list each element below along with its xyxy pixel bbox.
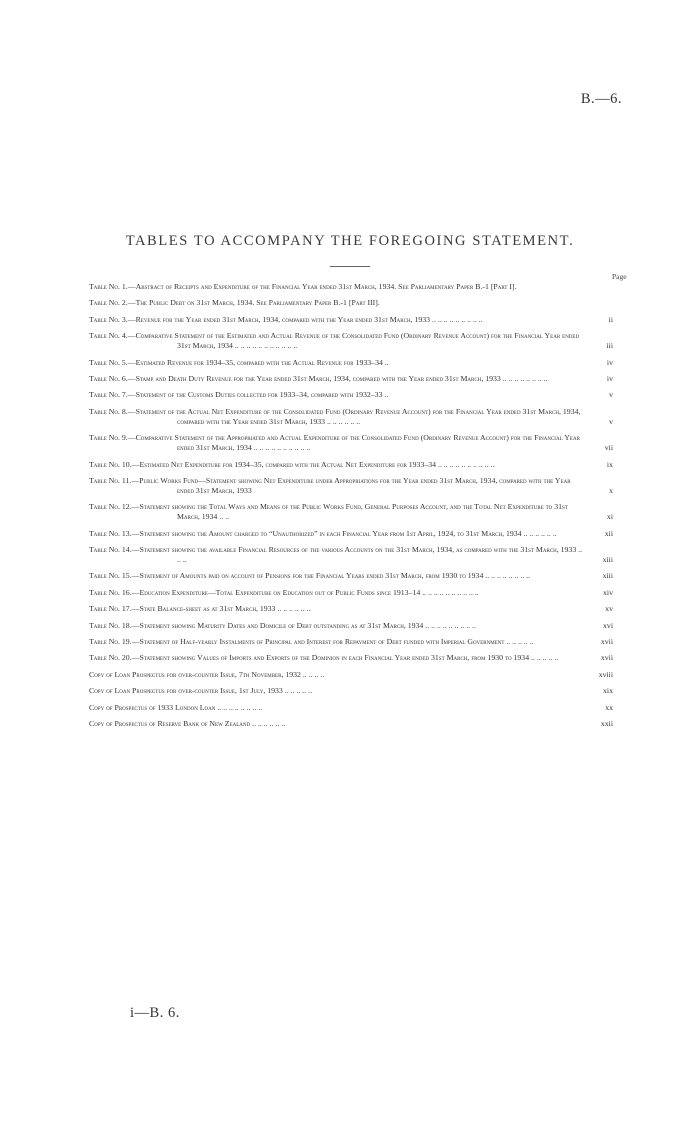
toc-entry [89, 529, 613, 539]
toc-entry-text [89, 460, 585, 470]
toc-entry-page: xv [605, 604, 613, 614]
toc-entry-label: Table No. 2. [89, 298, 128, 308]
toc-entry-page: xiii [602, 555, 613, 565]
title-rule [330, 266, 370, 267]
toc-entry-title: —Statement showing the Total Ways and Means of the Public Works Fund, General Purposes Account, and the Total Net Expenditure to 31st March, 1934 .. .. [131, 502, 568, 522]
toc-entry-label: Table No. 4. [89, 331, 128, 341]
toc-entry [89, 588, 613, 598]
footer-signature: i—B. 6. [130, 1005, 180, 1021]
toc-entry-title: —Statement of Amounts paid on account of Pensions for the Financial Years ended 31st March, from 1930 to 1934 .. .. .. .. .. .. .. .. [131, 571, 531, 581]
toc-entry-label: Table No. 14. [89, 545, 132, 555]
toc-entry [89, 653, 613, 663]
toc-entry-text [89, 653, 585, 663]
toc-entry [89, 374, 613, 384]
toc-entry-label: Table No. 9. [89, 433, 128, 443]
toc-entry-text [89, 282, 585, 292]
toc-entry-title: —The Public Debt on 31st March, 1934. See Parliamentary Paper B.-1 [Part III]. [127, 298, 380, 308]
toc-entry-text [89, 502, 585, 522]
toc-entry-label: Table No. 13. [89, 528, 132, 538]
toc-entry-page: xvii [600, 637, 613, 647]
toc-entry-label: Table No. 1. [89, 282, 128, 291]
toc-entry [89, 331, 613, 351]
toc-entry-label: Table No. 15. [89, 571, 132, 581]
toc-entry-title: —Comparative Statement of the Estimated and Actual Revenue of the Consolidated Fund (Ordinary Revenue Account) for the Financial Year ended 31st March, 1934 .. .. .. .. .. .. .. .. .. .. .. [127, 331, 580, 351]
toc-entry-page: v [609, 390, 613, 400]
toc-entry-label: Table No. 16. [89, 587, 132, 597]
toc-entry-title: —Statement of the Actual Net Expenditure of the Consolidated Fund (Ordinary Revenue Account) for the Financial Year ended 31st March, 1934, compared with the Year ended 31st March, 1933 .. .. .. .. .. .. [127, 406, 581, 426]
toc-entry [89, 282, 613, 292]
toc-entry-title: Copy of Prospectus of Reserve Bank of New Zealand .. .. .. .. .. .. [89, 718, 286, 728]
toc-entry-page: iv [606, 357, 613, 367]
toc-entry-title: —Statement showing Values of Imports and Exports of the Dominion in each Financial Year ended 31st March, from 1930 to 1934 .. .. .. .. .. [131, 653, 559, 663]
toc-entry-text [89, 703, 585, 713]
toc-entry-text [89, 588, 585, 598]
toc-entry [89, 358, 613, 368]
toc-entry-label: Table No. 12. [89, 502, 132, 512]
toc-entry-title: —Abstract of Receipts and Expenditure of the Financial Year ended 31st March, 1934. See Parliamentary Paper B.-1 [Part I]. [127, 282, 517, 291]
toc-entry-text [89, 719, 585, 729]
toc-entry [89, 390, 613, 400]
toc-entry-title: —Statement showing Maturity Dates and Domicile of Debt outstanding as at 31st March, 1934 .. .. .. .. .. .. .. .. .. [131, 620, 476, 630]
toc-entry [89, 621, 613, 631]
toc-entry-title: —Statement of the Customs Duties collected for 1933–34, compared with 1932–33 .. [127, 390, 389, 400]
toc-entry-title: —Estimated Revenue for 1934–35, compared with the Actual Revenue for 1933–34 .. [127, 357, 389, 367]
toc-entry [89, 460, 613, 470]
toc-entry-page: xiii [602, 571, 613, 581]
toc-entry-text [89, 476, 585, 496]
page-column-label: Page [612, 272, 627, 281]
toc-entry-label: Table No. 3. [89, 314, 128, 324]
table-of-contents [89, 282, 613, 735]
toc-entry-page: xix [603, 686, 613, 696]
toc-entry-page: xvi [603, 620, 613, 630]
toc-entry [89, 604, 613, 614]
toc-entry-label: Table No. 17. [89, 604, 132, 614]
toc-entry-text [89, 374, 585, 384]
toc-entry-page: x [609, 485, 613, 495]
toc-entry [89, 407, 613, 427]
toc-entry-label: Table No. 8. [89, 406, 128, 416]
toc-entry-title: —Statement of Half-yearly Instalments of Principal and Interest for Repayment of Debt funded with Imperial Government .. .. .. .. .. [131, 637, 534, 647]
toc-entry-label: Table No. 20. [89, 653, 132, 663]
toc-entry-title: —Comparative Statement of the Appropriated and Actual Expenditure of the Consolidated Fund (Ordinary Revenue Account) for the Financial Year ended 31st March, 1934 .. .. .. .. .. .. .. .. .. .. [127, 433, 580, 453]
toc-entry [89, 502, 613, 522]
toc-entry-label: Table No. 10. [89, 459, 132, 469]
toc-entry-page: v [609, 416, 613, 426]
toc-entry [89, 315, 613, 325]
toc-entry-text [89, 529, 585, 539]
toc-entry-page: xvii [600, 653, 613, 663]
toc-entry-title: —Revenue for the Year ended 31st March, 1934, compared with the Year ended 31st March, 1933 .. .. .. .. .. .. .. .. .. [127, 314, 483, 324]
toc-entry-page: xx [605, 702, 613, 712]
toc-entry-text [89, 637, 585, 647]
toc-entry-page: ii [608, 314, 613, 324]
toc-entry-text [89, 686, 585, 696]
toc-entry-title: —State Balance-sheet as at 31st March, 1933 .. .. .. .. .. .. [131, 604, 311, 614]
toc-entry [89, 637, 613, 647]
toc-entry-page: vii [604, 443, 613, 453]
toc-entry-page: xxii [600, 718, 613, 728]
toc-entry-label: Table No. 11. [89, 475, 132, 485]
toc-entry-text [89, 358, 585, 368]
toc-entry-text [89, 390, 585, 400]
toc-entry-page: xii [604, 528, 613, 538]
toc-entry [89, 476, 613, 496]
page-number: B.—6. [580, 91, 622, 107]
toc-entry-text [89, 433, 585, 453]
page-title: TABLES TO ACCOMPANY THE FOREGOING STATEMENT. [125, 233, 575, 249]
toc-entry-text [89, 298, 585, 308]
toc-entry-label: Table No. 6. [89, 373, 128, 383]
toc-entry-page: xi [606, 512, 613, 522]
toc-entry-title: Copy of Loan Prospectus for over-counter Issue, 1st July, 1933 .. .. .. .. .. [89, 686, 313, 696]
toc-entry-title: —Statement showing the Amount charged to “Unauthorized” in each Financial Year from 1st April, 1924, to 31st March, 1934 .. .. .. .. .. .. [131, 528, 557, 538]
toc-entry-page: iii [606, 341, 613, 351]
toc-entry-title: Copy of Loan Prospectus for over-counter Issue, 7th November, 1932 .. .. .. .. [89, 669, 325, 679]
toc-entry-text [89, 571, 585, 581]
toc-entry-label: Table No. 7. [89, 390, 128, 400]
toc-entry-title: —Statement showing the available Financial Resources of the various Accounts on the 31st March, 1934, as compared with the 31st March, 1933 .. .. .. [131, 545, 583, 565]
toc-entry [89, 571, 613, 581]
toc-entry [89, 719, 613, 729]
toc-entry-text [89, 545, 585, 565]
toc-entry-text [89, 670, 585, 680]
toc-entry-text [89, 407, 585, 427]
toc-entry-text [89, 331, 585, 351]
toc-entry [89, 686, 613, 696]
toc-entry-text [89, 604, 585, 614]
toc-entry-title: Copy of Prospectus of 1933 London Loan .. .. .. .. .. .. .. .. [89, 702, 263, 712]
toc-entry [89, 703, 613, 713]
toc-entry [89, 670, 613, 680]
toc-entry-text [89, 621, 585, 631]
toc-entry-label: Table No. 5. [89, 357, 128, 367]
toc-entry-page: ix [606, 459, 613, 469]
toc-entry-page: xiv [603, 587, 613, 597]
toc-entry [89, 545, 613, 565]
toc-entry-title: —Education Expenditure—Total Expenditure on Education out of Public Funds since 1913–14 .. .. .. .. .. .. .. .. .. .. [131, 587, 479, 597]
toc-entry-label: Table No. 18. [89, 620, 132, 630]
toc-entry [89, 298, 613, 308]
toc-entry-page: iv [606, 373, 613, 383]
toc-entry-label: Table No. 19. [89, 637, 132, 647]
toc-entry-page: xviii [598, 669, 613, 679]
toc-entry [89, 433, 613, 453]
toc-entry-title: —Estimated Net Expenditure for 1934–35, compared with the Actual Net Expenditure for 1933–34 .. .. .. .. .. .. .. .. .. .. [131, 459, 495, 469]
toc-entry-title: —Stamp and Death Duty Revenue for the Year ended 31st March, 1934, compared with the Year ended 31st March, 1933 .. .. .. .. .. .. .. .. [127, 373, 548, 383]
toc-entry-text [89, 315, 585, 325]
toc-entry-title: —Public Works Fund—Statement showing Net Expenditure under Appropriations for the Year ended 31st March, 1934, compared with the Year ended 31st March, 1933 [131, 475, 571, 495]
